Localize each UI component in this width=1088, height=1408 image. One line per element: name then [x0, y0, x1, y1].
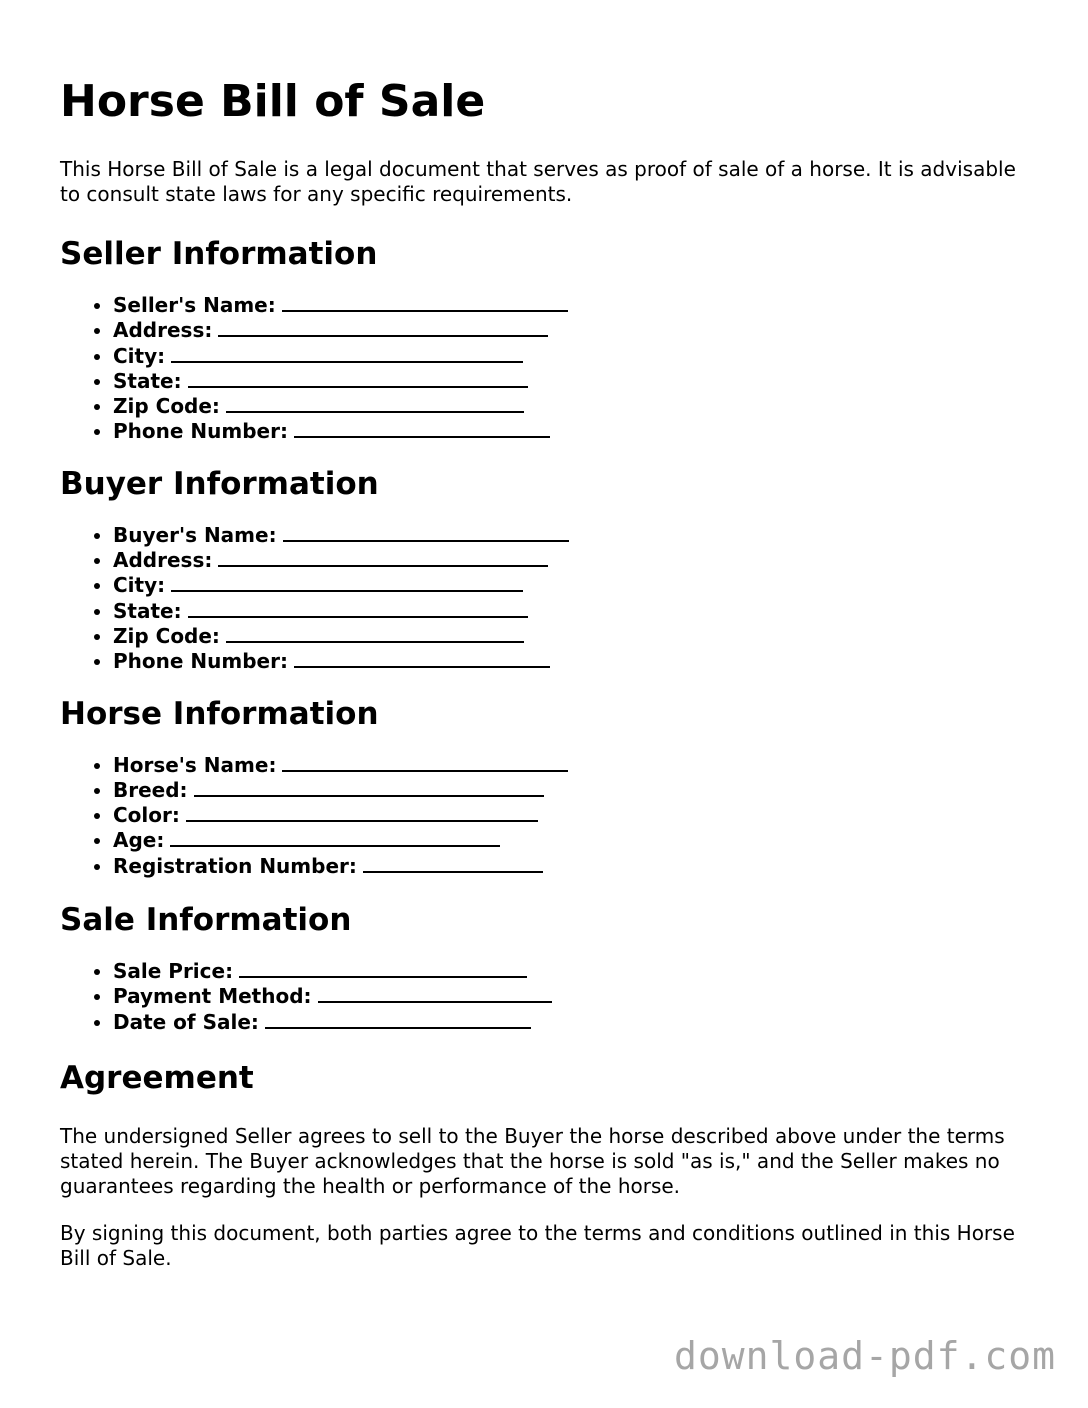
- field-label: City:: [113, 573, 166, 598]
- sale-field-list: [60, 959, 1040, 1035]
- sale-price-field: [113, 959, 1040, 984]
- sale-heading: Sale Information: [60, 902, 352, 939]
- blank-line: [170, 829, 500, 847]
- blank-line: [363, 855, 543, 873]
- blank-line: [318, 985, 552, 1003]
- buyer-field-list: [60, 523, 1040, 675]
- buyer-heading: Buyer Information: [60, 465, 379, 502]
- buyer-city-field: [113, 573, 1040, 598]
- horse-heading: Horse Information: [60, 695, 379, 732]
- field-label: State:: [113, 368, 182, 393]
- date-of-sale-field: [113, 1010, 1040, 1035]
- horse-registration-field: [113, 854, 1040, 879]
- blank-line: [171, 574, 523, 592]
- buyer-address-field: [113, 548, 1040, 573]
- field-label: Phone Number:: [113, 649, 288, 674]
- blank-line: [226, 625, 524, 643]
- blank-line: [294, 420, 550, 438]
- intro-paragraph: This Horse Bill of Sale is a legal document that serves as proof of sale of a horse. It is advisable to consult state laws for any specific requirements.: [60, 157, 1016, 206]
- field-label: Address:: [113, 318, 213, 343]
- field-label: Date of Sale:: [113, 1009, 259, 1034]
- seller-field-list: [60, 293, 1040, 445]
- horse-breed-field: [113, 778, 1040, 803]
- blank-line: [194, 779, 544, 797]
- field-label: Buyer's Name:: [113, 522, 277, 547]
- field-label: Horse's Name:: [113, 752, 277, 777]
- blank-line: [171, 345, 523, 363]
- seller-state-field: [113, 369, 1040, 394]
- agreement-heading: Agreement: [60, 1059, 254, 1096]
- blank-line: [226, 395, 524, 413]
- blank-line: [218, 319, 548, 337]
- blank-line: [265, 1011, 531, 1029]
- blank-line: [188, 370, 528, 388]
- seller-name-field: [113, 293, 1040, 318]
- buyer-name-field: [113, 523, 1040, 548]
- blank-line: [218, 549, 548, 567]
- field-label: Address:: [113, 548, 213, 573]
- blank-line: [294, 650, 550, 668]
- field-label: Payment Method:: [113, 984, 312, 1009]
- horse-name-field: [113, 753, 1040, 778]
- horse-color-field: [113, 803, 1040, 828]
- field-label: State:: [113, 598, 182, 623]
- payment-method-field: [113, 984, 1040, 1009]
- field-label: Phone Number:: [113, 419, 288, 444]
- seller-heading: Seller Information: [60, 236, 378, 272]
- blank-line: [282, 754, 568, 772]
- blank-line: [283, 524, 569, 542]
- horse-age-field: [113, 828, 1040, 853]
- field-label: Registration Number:: [113, 853, 357, 878]
- blank-line: [282, 294, 568, 312]
- seller-address-field: [113, 318, 1040, 343]
- field-label: Sale Price:: [113, 959, 234, 984]
- field-label: Zip Code:: [113, 394, 220, 419]
- blank-line: [239, 960, 527, 978]
- field-label: Zip Code:: [113, 623, 220, 648]
- seller-zip-field: [113, 394, 1040, 419]
- field-label: Seller's Name:: [113, 293, 276, 317]
- seller-city-field: [113, 344, 1040, 369]
- field-label: Breed:: [113, 777, 188, 802]
- field-label: Color:: [113, 803, 180, 828]
- page-title: Horse Bill of Sale: [60, 76, 486, 127]
- field-label: City:: [113, 343, 166, 368]
- signing-paragraph: By signing this document, both parties agree to the terms and conditions outlined in this Horse Bill of Sale.: [60, 1220, 1015, 1270]
- watermark-text: download-pdf.com: [673, 1334, 1056, 1378]
- buyer-zip-field: [113, 624, 1040, 649]
- agreement-paragraph: The undersigned Seller agrees to sell to the Buyer the horse described above under the terms stated herein. The Buyer acknowledges that the horse is sold "as is," and the Seller makes no guarantees regarding the health or performance of the horse.: [60, 1123, 1005, 1198]
- blank-line: [186, 804, 538, 822]
- field-label: Age:: [113, 828, 165, 853]
- horse-field-list: [60, 753, 1040, 879]
- buyer-phone-field: [113, 649, 1040, 674]
- blank-line: [188, 600, 528, 618]
- document-page: [60, 0, 1040, 1271]
- seller-phone-field: [113, 419, 1040, 444]
- buyer-state-field: [113, 599, 1040, 624]
